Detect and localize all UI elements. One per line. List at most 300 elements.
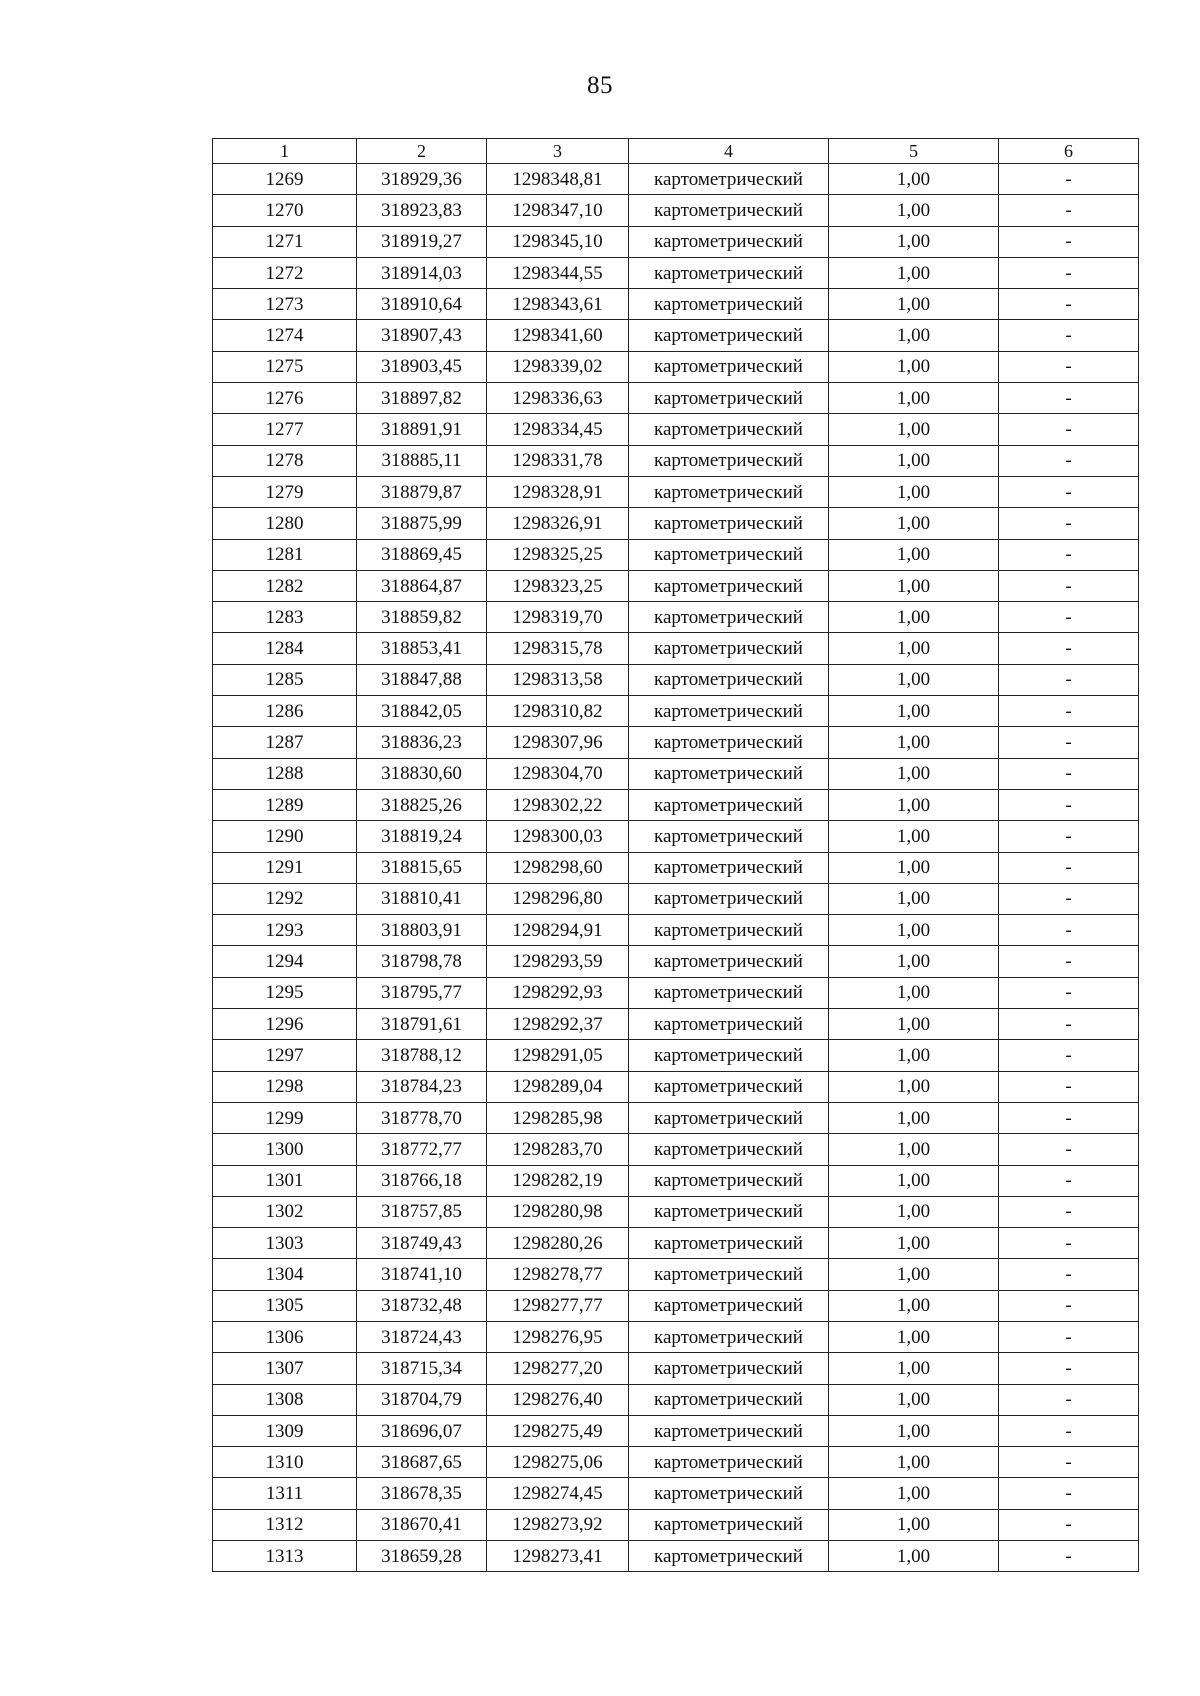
accuracy-cell: 1,00	[829, 758, 999, 789]
y-coordinate-cell: 1298313,58	[487, 664, 629, 695]
point-number-cell: 1276	[213, 383, 357, 414]
accuracy-cell: 1,00	[829, 257, 999, 288]
y-coordinate-cell: 1298280,98	[487, 1196, 629, 1227]
method-cell: картометрический	[629, 257, 829, 288]
note-cell: -	[999, 1384, 1139, 1415]
y-coordinate-cell: 1298283,70	[487, 1134, 629, 1165]
point-number-cell: 1288	[213, 758, 357, 789]
table-row	[213, 257, 1139, 288]
y-coordinate-cell: 1298326,91	[487, 508, 629, 539]
x-coordinate-cell: 318914,03	[357, 257, 487, 288]
y-coordinate-cell: 1298334,45	[487, 414, 629, 445]
y-coordinate-cell: 1298343,61	[487, 289, 629, 320]
x-coordinate-cell: 318732,48	[357, 1290, 487, 1321]
x-coordinate-cell: 318791,61	[357, 1009, 487, 1040]
method-cell: картометрический	[629, 414, 829, 445]
method-cell: картометрический	[629, 1134, 829, 1165]
note-cell: -	[999, 320, 1139, 351]
note-cell: -	[999, 195, 1139, 226]
x-coordinate-cell: 318923,83	[357, 195, 487, 226]
table-row	[213, 1228, 1139, 1259]
method-cell: картометрический	[629, 602, 829, 633]
accuracy-cell: 1,00	[829, 383, 999, 414]
x-coordinate-cell: 318897,82	[357, 383, 487, 414]
accuracy-cell: 1,00	[829, 915, 999, 946]
method-cell: картометрический	[629, 1541, 829, 1572]
point-number-cell: 1309	[213, 1415, 357, 1446]
method-cell: картометрический	[629, 1228, 829, 1259]
accuracy-cell: 1,00	[829, 476, 999, 507]
page-number: 85	[587, 72, 613, 99]
table-row	[213, 1321, 1139, 1352]
method-cell: картометрический	[629, 1478, 829, 1509]
note-cell: -	[999, 602, 1139, 633]
table-row	[213, 1415, 1139, 1446]
note-cell: -	[999, 946, 1139, 977]
note-cell: -	[999, 1321, 1139, 1352]
table-row	[213, 696, 1139, 727]
note-cell: -	[999, 1134, 1139, 1165]
point-number-cell: 1286	[213, 696, 357, 727]
column-header-4: 4	[629, 139, 829, 164]
table-row	[213, 1447, 1139, 1478]
accuracy-cell: 1,00	[829, 664, 999, 695]
note-cell: -	[999, 289, 1139, 320]
point-number-cell: 1298	[213, 1071, 357, 1102]
method-cell: картометрический	[629, 977, 829, 1008]
x-coordinate-cell: 318859,82	[357, 602, 487, 633]
accuracy-cell: 1,00	[829, 539, 999, 570]
accuracy-cell: 1,00	[829, 414, 999, 445]
method-cell: картометрический	[629, 1165, 829, 1196]
x-coordinate-cell: 318788,12	[357, 1040, 487, 1071]
x-coordinate-cell: 318891,91	[357, 414, 487, 445]
x-coordinate-cell: 318778,70	[357, 1102, 487, 1133]
table-row	[213, 226, 1139, 257]
y-coordinate-cell: 1298336,63	[487, 383, 629, 414]
point-number-cell: 1277	[213, 414, 357, 445]
note-cell: -	[999, 1509, 1139, 1540]
column-header-3: 3	[487, 139, 629, 164]
x-coordinate-cell: 318847,88	[357, 664, 487, 695]
x-coordinate-cell: 318795,77	[357, 977, 487, 1008]
y-coordinate-cell: 1298277,20	[487, 1353, 629, 1384]
x-coordinate-cell: 318798,78	[357, 946, 487, 977]
table-row	[213, 445, 1139, 476]
note-cell: -	[999, 915, 1139, 946]
method-cell: картометрический	[629, 351, 829, 382]
note-cell: -	[999, 1071, 1139, 1102]
x-coordinate-cell: 318724,43	[357, 1321, 487, 1352]
y-coordinate-cell: 1298302,22	[487, 789, 629, 820]
note-cell: -	[999, 1541, 1139, 1572]
x-coordinate-cell: 318864,87	[357, 570, 487, 601]
table-row	[213, 789, 1139, 820]
y-coordinate-cell: 1298319,70	[487, 602, 629, 633]
accuracy-cell: 1,00	[829, 351, 999, 382]
method-cell: картометрический	[629, 1259, 829, 1290]
y-coordinate-cell: 1298292,93	[487, 977, 629, 1008]
point-number-cell: 1271	[213, 226, 357, 257]
header-row	[213, 139, 1139, 164]
method-cell: картометрический	[629, 789, 829, 820]
note-cell: -	[999, 1478, 1139, 1509]
y-coordinate-cell: 1298285,98	[487, 1102, 629, 1133]
point-number-cell: 1275	[213, 351, 357, 382]
table-row	[213, 1290, 1139, 1321]
point-number-cell: 1294	[213, 946, 357, 977]
table-row	[213, 852, 1139, 883]
y-coordinate-cell: 1298275,49	[487, 1415, 629, 1446]
point-number-cell: 1290	[213, 821, 357, 852]
note-cell: -	[999, 1196, 1139, 1227]
note-cell: -	[999, 414, 1139, 445]
y-coordinate-cell: 1298347,10	[487, 195, 629, 226]
table-row	[213, 1102, 1139, 1133]
point-number-cell: 1291	[213, 852, 357, 883]
x-coordinate-cell: 318853,41	[357, 633, 487, 664]
accuracy-cell: 1,00	[829, 445, 999, 476]
method-cell: картометрический	[629, 1384, 829, 1415]
table-row	[213, 633, 1139, 664]
table-row	[213, 320, 1139, 351]
method-cell: картометрический	[629, 320, 829, 351]
note-cell: -	[999, 476, 1139, 507]
accuracy-cell: 1,00	[829, 195, 999, 226]
method-cell: картометрический	[629, 664, 829, 695]
accuracy-cell: 1,00	[829, 633, 999, 664]
point-number-cell: 1285	[213, 664, 357, 695]
y-coordinate-cell: 1298276,40	[487, 1384, 629, 1415]
accuracy-cell: 1,00	[829, 1415, 999, 1446]
accuracy-cell: 1,00	[829, 727, 999, 758]
accuracy-cell: 1,00	[829, 1321, 999, 1352]
method-cell: картометрический	[629, 1290, 829, 1321]
method-cell: картометрический	[629, 727, 829, 758]
note-cell: -	[999, 977, 1139, 1008]
note-cell: -	[999, 1165, 1139, 1196]
accuracy-cell: 1,00	[829, 1071, 999, 1102]
accuracy-cell: 1,00	[829, 1478, 999, 1509]
x-coordinate-cell: 318910,64	[357, 289, 487, 320]
table-row	[213, 1509, 1139, 1540]
note-cell: -	[999, 821, 1139, 852]
accuracy-cell: 1,00	[829, 1384, 999, 1415]
coordinates-table	[212, 138, 1139, 1572]
table-row	[213, 570, 1139, 601]
note-cell: -	[999, 1259, 1139, 1290]
y-coordinate-cell: 1298274,45	[487, 1478, 629, 1509]
note-cell: -	[999, 1228, 1139, 1259]
note-cell: -	[999, 508, 1139, 539]
point-number-cell: 1279	[213, 476, 357, 507]
point-number-cell: 1296	[213, 1009, 357, 1040]
method-cell: картометрический	[629, 1509, 829, 1540]
accuracy-cell: 1,00	[829, 821, 999, 852]
x-coordinate-cell: 318715,34	[357, 1353, 487, 1384]
point-number-cell: 1280	[213, 508, 357, 539]
table-row	[213, 727, 1139, 758]
column-header-2: 2	[357, 139, 487, 164]
note-cell: -	[999, 633, 1139, 664]
accuracy-cell: 1,00	[829, 1290, 999, 1321]
point-number-cell: 1297	[213, 1040, 357, 1071]
y-coordinate-cell: 1298339,02	[487, 351, 629, 382]
y-coordinate-cell: 1298307,96	[487, 727, 629, 758]
y-coordinate-cell: 1298280,26	[487, 1228, 629, 1259]
accuracy-cell: 1,00	[829, 602, 999, 633]
method-cell: картометрический	[629, 445, 829, 476]
method-cell: картометрический	[629, 852, 829, 883]
x-coordinate-cell: 318704,79	[357, 1384, 487, 1415]
x-coordinate-cell: 318810,41	[357, 883, 487, 914]
x-coordinate-cell: 318766,18	[357, 1165, 487, 1196]
y-coordinate-cell: 1298277,77	[487, 1290, 629, 1321]
table-row	[213, 1384, 1139, 1415]
table-row	[213, 915, 1139, 946]
point-number-cell: 1269	[213, 164, 357, 195]
table-row	[213, 508, 1139, 539]
point-number-cell: 1308	[213, 1384, 357, 1415]
point-number-cell: 1295	[213, 977, 357, 1008]
method-cell: картометрический	[629, 633, 829, 664]
column-header-6: 6	[999, 139, 1139, 164]
x-coordinate-cell: 318757,85	[357, 1196, 487, 1227]
point-number-cell: 1292	[213, 883, 357, 914]
accuracy-cell: 1,00	[829, 1228, 999, 1259]
table-row	[213, 1541, 1139, 1572]
method-cell: картометрический	[629, 1040, 829, 1071]
table-row	[213, 351, 1139, 382]
accuracy-cell: 1,00	[829, 1353, 999, 1384]
accuracy-cell: 1,00	[829, 1134, 999, 1165]
point-number-cell: 1303	[213, 1228, 357, 1259]
note-cell: -	[999, 1415, 1139, 1446]
table-body	[213, 164, 1139, 1572]
accuracy-cell: 1,00	[829, 1541, 999, 1572]
accuracy-cell: 1,00	[829, 1165, 999, 1196]
accuracy-cell: 1,00	[829, 1196, 999, 1227]
y-coordinate-cell: 1298282,19	[487, 1165, 629, 1196]
x-coordinate-cell: 318772,77	[357, 1134, 487, 1165]
method-cell: картометрический	[629, 1415, 829, 1446]
y-coordinate-cell: 1298294,91	[487, 915, 629, 946]
method-cell: картометрический	[629, 476, 829, 507]
method-cell: картометрический	[629, 1321, 829, 1352]
y-coordinate-cell: 1298292,37	[487, 1009, 629, 1040]
point-number-cell: 1283	[213, 602, 357, 633]
note-cell: -	[999, 758, 1139, 789]
method-cell: картометрический	[629, 758, 829, 789]
column-header-5: 5	[829, 139, 999, 164]
table-row	[213, 821, 1139, 852]
note-cell: -	[999, 727, 1139, 758]
method-cell: картометрический	[629, 289, 829, 320]
x-coordinate-cell: 318875,99	[357, 508, 487, 539]
x-coordinate-cell: 318825,26	[357, 789, 487, 820]
y-coordinate-cell: 1298273,92	[487, 1509, 629, 1540]
y-coordinate-cell: 1298315,78	[487, 633, 629, 664]
accuracy-cell: 1,00	[829, 570, 999, 601]
note-cell: -	[999, 789, 1139, 820]
y-coordinate-cell: 1298304,70	[487, 758, 629, 789]
table-row	[213, 977, 1139, 1008]
y-coordinate-cell: 1298289,04	[487, 1071, 629, 1102]
x-coordinate-cell: 318903,45	[357, 351, 487, 382]
table-row	[213, 539, 1139, 570]
y-coordinate-cell: 1298296,80	[487, 883, 629, 914]
table-row	[213, 1134, 1139, 1165]
table-row	[213, 1353, 1139, 1384]
table-row	[213, 1196, 1139, 1227]
method-cell: картометрический	[629, 195, 829, 226]
point-number-cell: 1289	[213, 789, 357, 820]
note-cell: -	[999, 664, 1139, 695]
accuracy-cell: 1,00	[829, 320, 999, 351]
note-cell: -	[999, 696, 1139, 727]
x-coordinate-cell: 318696,07	[357, 1415, 487, 1446]
method-cell: картометрический	[629, 915, 829, 946]
point-number-cell: 1313	[213, 1541, 357, 1572]
table-row	[213, 289, 1139, 320]
point-number-cell: 1273	[213, 289, 357, 320]
method-cell: картометрический	[629, 1071, 829, 1102]
accuracy-cell: 1,00	[829, 1447, 999, 1478]
note-cell: -	[999, 852, 1139, 883]
point-number-cell: 1272	[213, 257, 357, 288]
table-row	[213, 602, 1139, 633]
accuracy-cell: 1,00	[829, 696, 999, 727]
note-cell: -	[999, 1290, 1139, 1321]
table-row	[213, 1040, 1139, 1071]
y-coordinate-cell: 1298273,41	[487, 1541, 629, 1572]
point-number-cell: 1278	[213, 445, 357, 476]
table-row	[213, 1165, 1139, 1196]
point-number-cell: 1287	[213, 727, 357, 758]
note-cell: -	[999, 539, 1139, 570]
point-number-cell: 1311	[213, 1478, 357, 1509]
y-coordinate-cell: 1298298,60	[487, 852, 629, 883]
accuracy-cell: 1,00	[829, 1509, 999, 1540]
accuracy-cell: 1,00	[829, 883, 999, 914]
method-cell: картометрический	[629, 1196, 829, 1227]
method-cell: картометрический	[629, 696, 829, 727]
note-cell: -	[999, 257, 1139, 288]
table-row	[213, 414, 1139, 445]
point-number-cell: 1307	[213, 1353, 357, 1384]
y-coordinate-cell: 1298275,06	[487, 1447, 629, 1478]
method-cell: картометрический	[629, 1009, 829, 1040]
note-cell: -	[999, 570, 1139, 601]
column-header-1: 1	[213, 139, 357, 164]
note-cell: -	[999, 1447, 1139, 1478]
method-cell: картометрический	[629, 946, 829, 977]
note-cell: -	[999, 1353, 1139, 1384]
x-coordinate-cell: 318659,28	[357, 1541, 487, 1572]
table-row	[213, 1071, 1139, 1102]
accuracy-cell: 1,00	[829, 508, 999, 539]
method-cell: картометрический	[629, 883, 829, 914]
table-row	[213, 476, 1139, 507]
point-number-cell: 1312	[213, 1509, 357, 1540]
note-cell: -	[999, 883, 1139, 914]
x-coordinate-cell: 318815,65	[357, 852, 487, 883]
point-number-cell: 1293	[213, 915, 357, 946]
table-row	[213, 946, 1139, 977]
note-cell: -	[999, 164, 1139, 195]
point-number-cell: 1306	[213, 1321, 357, 1352]
accuracy-cell: 1,00	[829, 289, 999, 320]
table-row	[213, 758, 1139, 789]
note-cell: -	[999, 1040, 1139, 1071]
table-row	[213, 195, 1139, 226]
x-coordinate-cell: 318907,43	[357, 320, 487, 351]
x-coordinate-cell: 318678,35	[357, 1478, 487, 1509]
accuracy-cell: 1,00	[829, 226, 999, 257]
point-number-cell: 1300	[213, 1134, 357, 1165]
x-coordinate-cell: 318670,41	[357, 1509, 487, 1540]
x-coordinate-cell: 318929,36	[357, 164, 487, 195]
y-coordinate-cell: 1298300,03	[487, 821, 629, 852]
point-number-cell: 1301	[213, 1165, 357, 1196]
point-number-cell: 1282	[213, 570, 357, 601]
method-cell: картометрический	[629, 570, 829, 601]
point-number-cell: 1299	[213, 1102, 357, 1133]
method-cell: картометрический	[629, 1353, 829, 1384]
note-cell: -	[999, 226, 1139, 257]
method-cell: картометрический	[629, 508, 829, 539]
accuracy-cell: 1,00	[829, 946, 999, 977]
table-row	[213, 1259, 1139, 1290]
table-row	[213, 1009, 1139, 1040]
method-cell: картометрический	[629, 539, 829, 570]
table-row	[213, 883, 1139, 914]
accuracy-cell: 1,00	[829, 1040, 999, 1071]
x-coordinate-cell: 318879,87	[357, 476, 487, 507]
table-row	[213, 664, 1139, 695]
x-coordinate-cell: 318784,23	[357, 1071, 487, 1102]
table-row	[213, 1478, 1139, 1509]
note-cell: -	[999, 1102, 1139, 1133]
note-cell: -	[999, 351, 1139, 382]
method-cell: картометрический	[629, 383, 829, 414]
y-coordinate-cell: 1298341,60	[487, 320, 629, 351]
x-coordinate-cell: 318842,05	[357, 696, 487, 727]
y-coordinate-cell: 1298291,05	[487, 1040, 629, 1071]
point-number-cell: 1270	[213, 195, 357, 226]
point-number-cell: 1310	[213, 1447, 357, 1478]
x-coordinate-cell: 318836,23	[357, 727, 487, 758]
accuracy-cell: 1,00	[829, 1259, 999, 1290]
y-coordinate-cell: 1298278,77	[487, 1259, 629, 1290]
x-coordinate-cell: 318885,11	[357, 445, 487, 476]
method-cell: картометрический	[629, 1447, 829, 1478]
y-coordinate-cell: 1298331,78	[487, 445, 629, 476]
x-coordinate-cell: 318819,24	[357, 821, 487, 852]
method-cell: картометрический	[629, 226, 829, 257]
point-number-cell: 1274	[213, 320, 357, 351]
method-cell: картометрический	[629, 1102, 829, 1133]
x-coordinate-cell: 318803,91	[357, 915, 487, 946]
x-coordinate-cell: 318749,43	[357, 1228, 487, 1259]
y-coordinate-cell: 1298310,82	[487, 696, 629, 727]
y-coordinate-cell: 1298328,91	[487, 476, 629, 507]
table-header	[213, 139, 1139, 164]
table-row	[213, 164, 1139, 195]
note-cell: -	[999, 1009, 1139, 1040]
y-coordinate-cell: 1298276,95	[487, 1321, 629, 1352]
y-coordinate-cell: 1298344,55	[487, 257, 629, 288]
